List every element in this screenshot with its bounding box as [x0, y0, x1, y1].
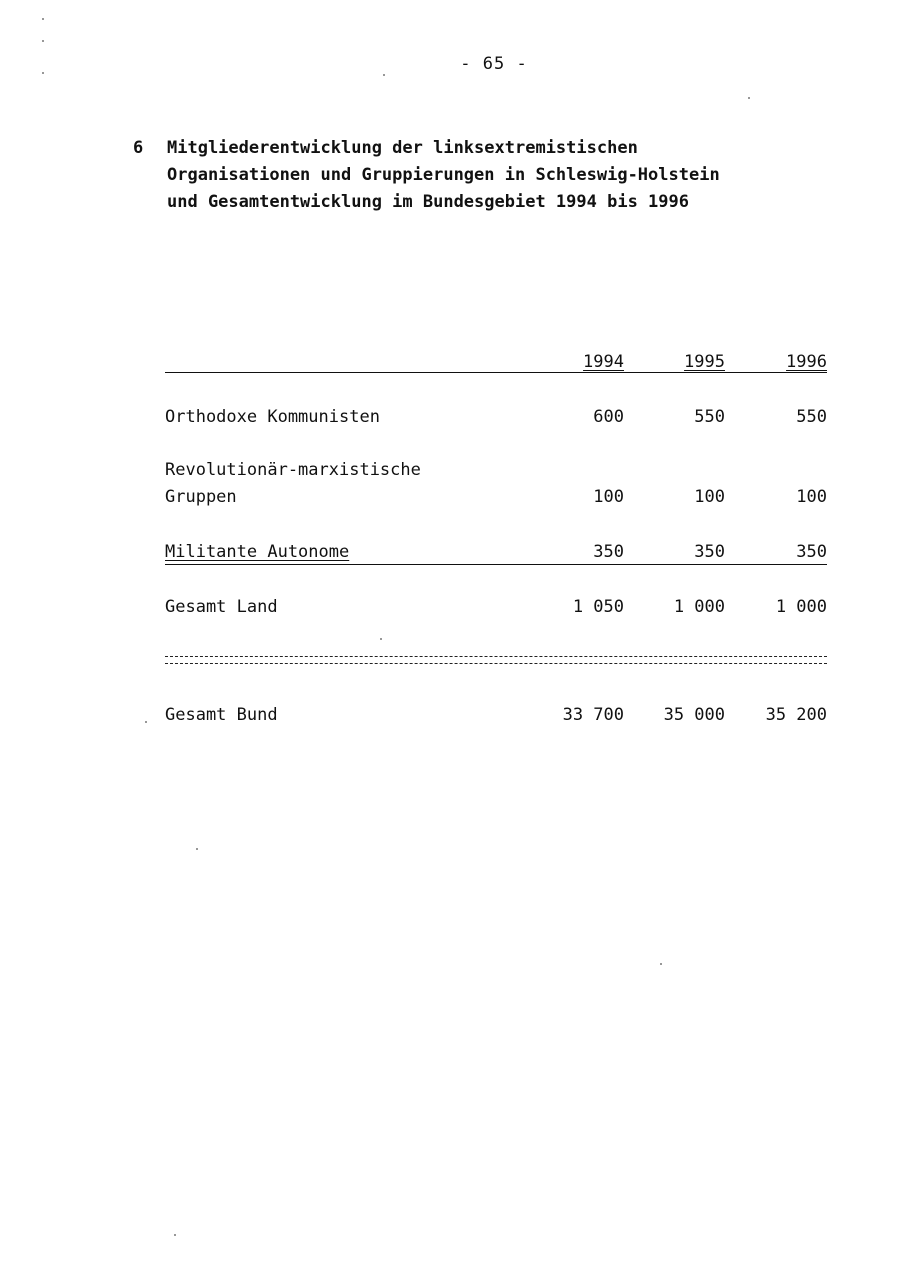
year-header: 1996 [786, 352, 827, 372]
scan-speck [145, 721, 147, 723]
scan-speck [42, 72, 44, 74]
row-value: 100 [796, 487, 827, 507]
row-value: 550 [796, 407, 827, 427]
row-value: 350 [694, 542, 725, 562]
row-value: 100 [694, 487, 725, 507]
total-bund-value: 35 200 [765, 705, 827, 725]
year-header: 1994 [583, 352, 624, 372]
total-bund-value: 33 700 [562, 705, 624, 725]
row-value: 100 [593, 487, 624, 507]
row-value: 350 [593, 542, 624, 562]
total-bund-value: 35 000 [663, 705, 725, 725]
subtotal-rule [165, 564, 827, 565]
row-value: 550 [694, 407, 725, 427]
year-header: 1995 [684, 352, 725, 372]
scan-speck [174, 1234, 176, 1236]
scan-speck [42, 18, 44, 20]
total-land-label: Gesamt Land [165, 597, 278, 617]
section-number: 6 [133, 138, 144, 158]
total-land-value: 1 000 [775, 597, 827, 617]
row-label: Militante Autonome [165, 542, 350, 562]
membership-table [165, 0, 827, 1273]
scan-speck [383, 74, 385, 76]
scan-speck [196, 848, 198, 850]
total-land-value: 1 000 [673, 597, 725, 617]
section-title-line: Organisationen und Gruppierungen in Schleswig-Holstein [167, 165, 720, 185]
total-land-value: 1 050 [572, 597, 624, 617]
row-value: 600 [593, 407, 624, 427]
page-number: - 65 - [460, 54, 528, 74]
scan-speck [748, 97, 750, 99]
row-label: Gruppen [165, 487, 237, 507]
section-title-line: Mitgliederentwicklung der linksextremistischen [167, 138, 638, 158]
row-label: Orthodoxe Kommunisten [165, 407, 380, 427]
row-label: Revolutionär-marxistische [165, 460, 421, 480]
scan-speck [660, 963, 662, 965]
section-title-line: und Gesamtentwicklung im Bundesgebiet 1994 bis 1996 [167, 192, 689, 212]
scan-speck [42, 40, 44, 42]
row-value: 350 [796, 542, 827, 562]
scan-speck [380, 638, 382, 640]
header-rule [165, 372, 827, 373]
total-bund-label: Gesamt Bund [165, 705, 278, 725]
double-rule [165, 656, 827, 664]
